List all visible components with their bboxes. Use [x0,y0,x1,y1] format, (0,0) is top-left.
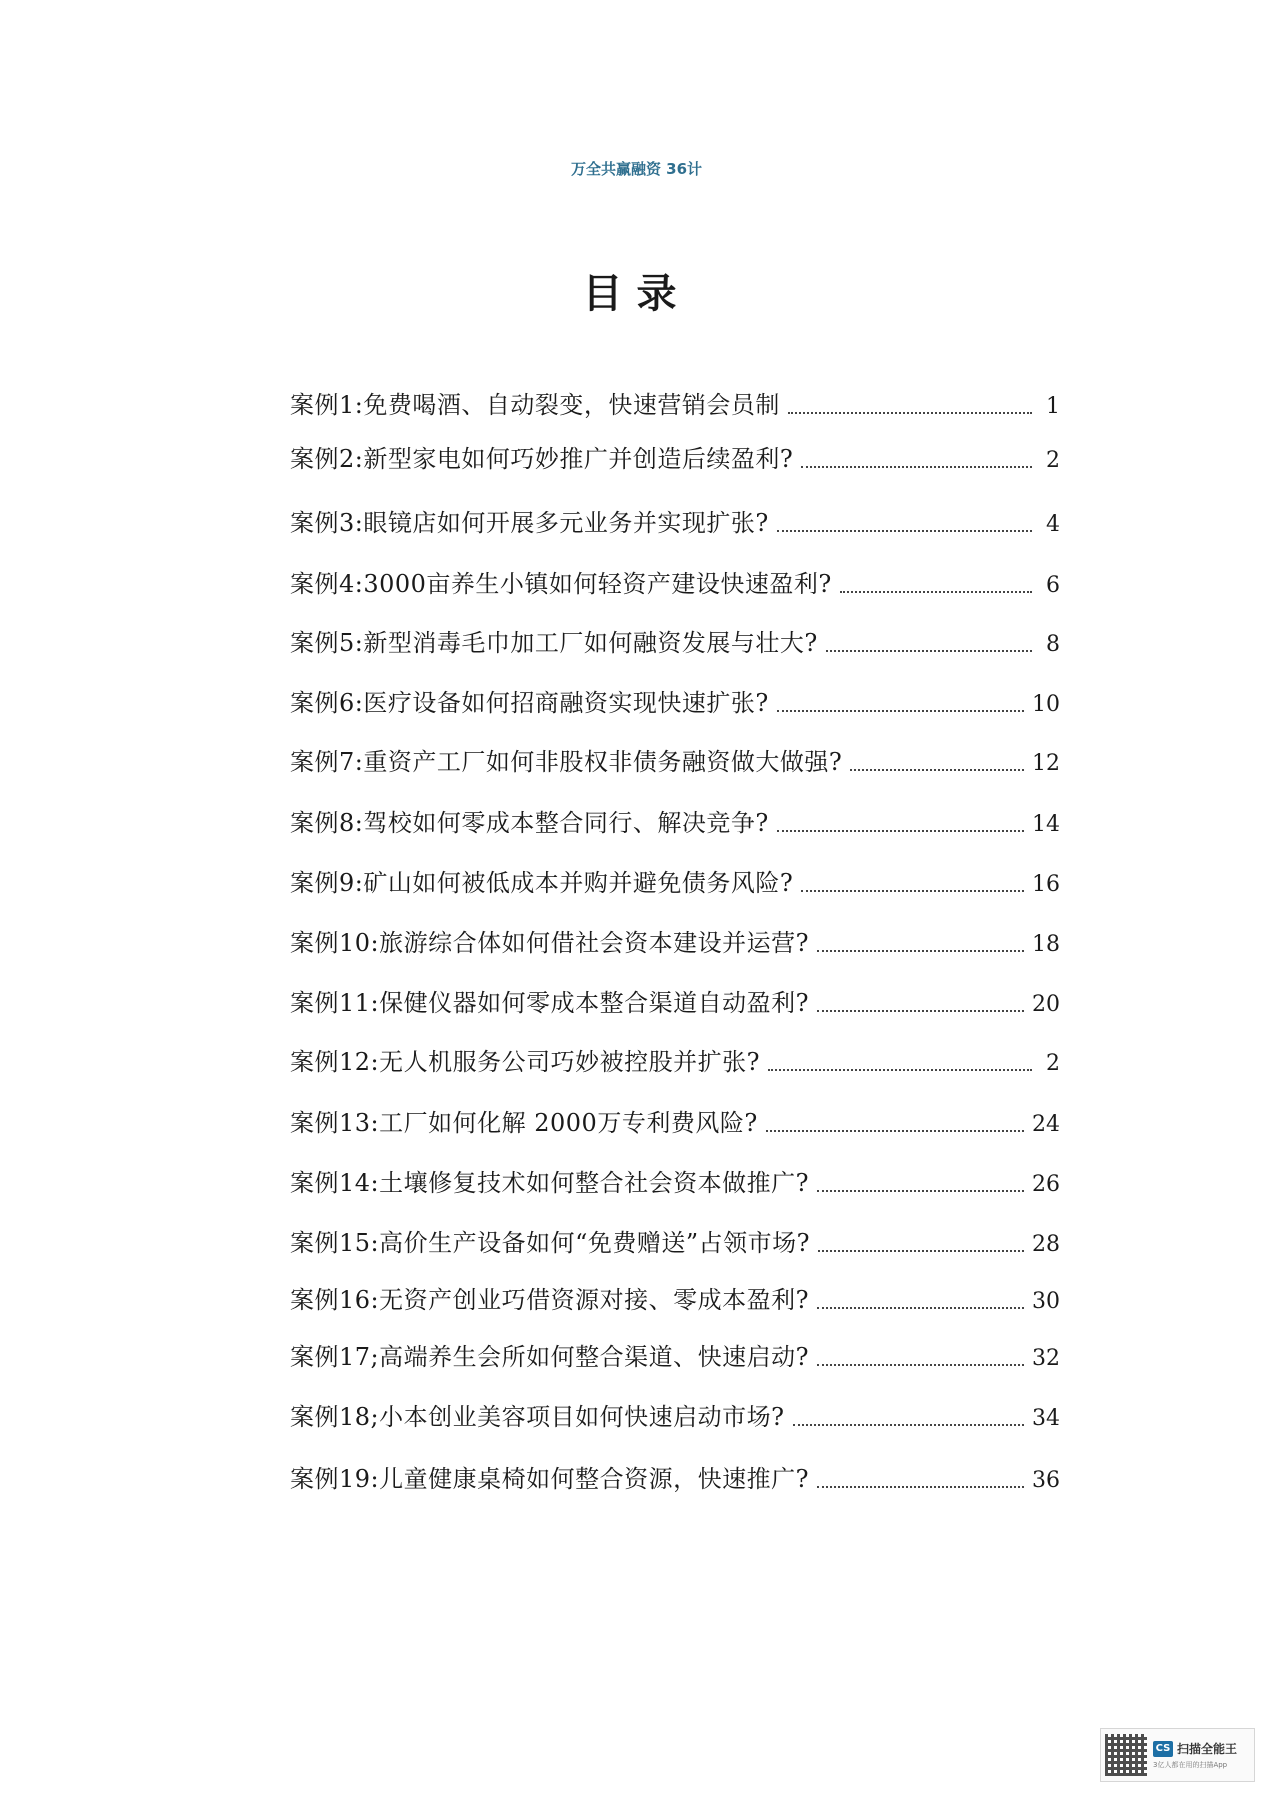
toc-entry-title: 案例10:旅游综合体如何借社会资本建设并运营? [290,929,809,957]
toc-entry-title: 案例1:免费喝酒、自动裂变，快速营销会员制 [290,391,780,419]
toc-entry[interactable] [290,442,1060,476]
toc-entry[interactable] [290,1045,1060,1079]
toc-entry-page-number: 8 [1046,632,1060,657]
toc-leader-dots [777,529,1032,532]
toc-entry[interactable] [290,1340,1060,1374]
toc-entry[interactable] [290,626,1060,660]
toc-entry-title: 案例3:眼镜店如何开展多元业务并实现扩张? [290,509,769,537]
toc-entry-title: 案例2:新型家电如何巧妙推广并创造后续盈利? [290,445,794,473]
toc-leader-dots [768,1068,1032,1071]
toc-entry-page-number: 32 [1032,1346,1060,1371]
toc-leader-dots [766,1129,1024,1132]
toc-entry-page-number: 12 [1032,751,1060,776]
toc-leader-dots [777,709,1024,712]
toc-entry[interactable] [290,388,1060,422]
toc-entry[interactable] [290,1106,1060,1140]
watermark-tagline: 3亿人都在用的扫描App [1153,1761,1228,1769]
toc-entry-page-number: 10 [1032,692,1060,717]
toc-leader-dots [817,1306,1024,1309]
camscanner-logo: CS [1153,1741,1173,1757]
toc-entry[interactable] [290,1462,1060,1496]
toc-entry-page-number: 6 [1046,573,1060,598]
toc-entry-title: 案例15:高价生产设备如何“免费赠送”占领市场? [290,1229,811,1257]
toc-leader-dots [817,1363,1024,1366]
toc-leader-dots [818,1249,1024,1252]
toc-leader-dots [817,1485,1024,1488]
toc-entry-page-number: 2 [1046,1051,1060,1076]
toc-entry-page-number: 34 [1032,1406,1060,1431]
watermark-app-name: 扫描全能王 [1177,1742,1238,1756]
toc-entry-title: 案例19:儿童健康桌椅如何整合资源，快速推广? [290,1465,809,1493]
toc-entry-page-number: 1 [1046,394,1060,419]
toc-entry-page-number: 36 [1032,1468,1060,1493]
toc-leader-dots [826,649,1032,652]
toc-leader-dots [840,590,1032,593]
toc-leader-dots [788,411,1032,414]
toc-entry[interactable] [290,986,1060,1020]
toc-leader-dots [817,1009,1024,1012]
toc-leader-dots [850,768,1024,771]
toc-entry-title: 案例6:医疗设备如何招商融资实现快速扩张? [290,689,769,717]
toc-entry[interactable] [290,866,1060,900]
toc-leader-dots [801,889,1024,892]
toc-entry-page-number: 26 [1032,1172,1060,1197]
toc-leader-dots [793,1423,1025,1426]
toc-entry-title: 案例4:3000亩养生小镇如何轻资产建设快速盈利? [290,570,832,598]
toc-leader-dots [777,829,1024,832]
toc-entry-page-number: 18 [1032,932,1060,957]
toc-entry[interactable] [290,567,1060,601]
toc-entry-page-number: 4 [1046,512,1060,537]
toc-entry-page-number: 2 [1046,448,1060,473]
qr-code-icon [1105,1734,1147,1776]
toc-entry-page-number: 14 [1032,812,1060,837]
toc-entry-title: 案例13:工厂如何化解 2000万专利费风险? [290,1109,758,1137]
toc-entry[interactable] [290,1166,1060,1200]
toc-entry-page-number: 28 [1032,1232,1060,1257]
toc-entry-title: 案例9:矿山如何被低成本并购并避免债务风险? [290,869,794,897]
toc-entry[interactable] [290,1283,1060,1317]
toc-entry-title: 案例11:保健仪器如何零成本整合渠道自动盈利? [290,989,809,1017]
toc-entry[interactable] [290,745,1060,779]
toc-entry[interactable] [290,506,1060,540]
scanner-watermark [1100,1728,1255,1782]
toc-entry-page-number: 20 [1032,992,1060,1017]
toc-entry-title: 案例7:重资产工厂如何非股权非债务融资做大做强? [290,748,843,776]
toc-entry[interactable] [290,926,1060,960]
toc-entry[interactable] [290,1400,1060,1434]
toc-entry-page-number: 30 [1032,1289,1060,1314]
toc-entry-title: 案例17;高端养生会所如何整合渠道、快速启动? [290,1343,809,1371]
toc-entry-page-number: 16 [1032,872,1060,897]
toc-entry-title: 案例8:驾校如何零成本整合同行、解决竞争? [290,809,769,837]
toc-entry-title: 案例14:土壤修复技术如何整合社会资本做推广? [290,1169,809,1197]
toc-leader-dots [817,949,1024,952]
toc-entry-title: 案例16:无资产创业巧借资源对接、零成本盈利? [290,1286,809,1314]
toc-leader-dots [817,1189,1024,1192]
toc-entry[interactable] [290,686,1060,720]
toc-entry[interactable] [290,806,1060,840]
running-header: 万全共赢融资 36计 [570,160,703,178]
page-title: 目录 [582,270,691,317]
toc-entry-title: 案例5:新型消毒毛巾加工厂如何融资发展与壮大? [290,629,818,657]
toc-entry[interactable] [290,1226,1060,1260]
toc-entry-title: 案例12:无人机服务公司巧妙被控股并扩张? [290,1048,760,1076]
toc-leader-dots [801,465,1032,468]
toc-entry-page-number: 24 [1032,1112,1060,1137]
toc-entry-title: 案例18;小本创业美容项目如何快速启动市场? [290,1403,785,1431]
